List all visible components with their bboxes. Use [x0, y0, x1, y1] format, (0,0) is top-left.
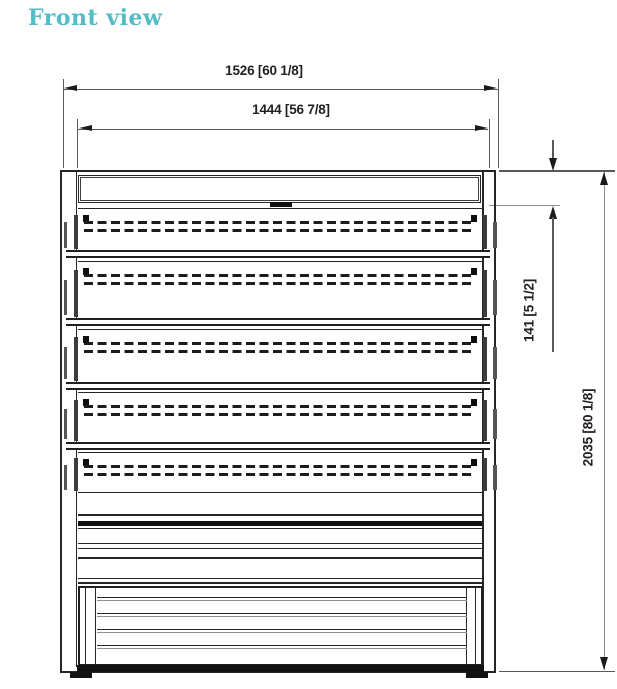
shelf-compartment	[78, 261, 483, 318]
shelf-compartment	[78, 392, 483, 442]
shelf-band	[66, 382, 490, 390]
dimension-arrowhead-right-icon	[484, 85, 497, 91]
kick-panel-band	[78, 543, 483, 549]
dimension-arrowhead-down-icon	[600, 657, 608, 670]
base-foot-right	[466, 672, 488, 678]
canopy-panel	[78, 175, 482, 203]
extension-line	[63, 79, 64, 168]
wall-slot-strip	[64, 347, 67, 379]
shelf-compartment	[78, 329, 483, 382]
extension-line	[499, 170, 615, 171]
wall-slot-strip	[493, 222, 496, 247]
ticket-rail-dashed	[84, 229, 475, 232]
grille-louver	[97, 645, 468, 649]
dimension-arrowhead-down-icon	[549, 158, 557, 171]
extension-line	[489, 119, 490, 168]
shelf-support	[483, 215, 487, 249]
dimension-arrowhead-right-icon	[475, 125, 488, 131]
ticket-rail-dashed	[84, 465, 475, 468]
extension-line	[498, 79, 499, 168]
dimension-line	[604, 172, 605, 670]
canopy-height-dimension-label: 141 [5 1/2]	[521, 278, 537, 343]
canopy-latch	[270, 202, 292, 208]
base-foot-left	[70, 672, 92, 678]
ticket-rail-dashed	[84, 350, 475, 353]
shelf-compartment	[78, 208, 483, 250]
wall-slot-strip	[64, 280, 67, 315]
grille-end-cap-left	[85, 588, 96, 665]
dimension-arrowhead-left-icon	[64, 85, 77, 91]
shelf-band	[66, 250, 490, 258]
shelf-support	[74, 215, 78, 249]
extension-line	[77, 119, 78, 168]
grille-louver	[97, 629, 468, 633]
ticket-rail-dashed	[84, 473, 475, 476]
ticket-rail-dashed	[84, 274, 475, 277]
ticket-rail-dashed	[84, 405, 475, 408]
overall-height-dimension-label: 2035 [80 1/8]	[580, 388, 596, 467]
extension-line	[499, 671, 615, 672]
shelf-support	[483, 458, 487, 491]
air-grille	[78, 586, 484, 667]
grille-louver	[97, 597, 468, 601]
shelf-band	[66, 318, 490, 326]
shelf-support	[74, 270, 78, 317]
dimension-line	[63, 89, 498, 90]
base-dark-band	[77, 665, 484, 672]
shelf-support	[483, 270, 487, 317]
panel-line	[78, 557, 483, 559]
dimension-arrowhead-left-icon	[79, 125, 92, 131]
wall-slot-strip	[493, 409, 496, 439]
shelf-support	[483, 400, 487, 441]
shelf-support	[74, 337, 78, 381]
shelf-support	[74, 400, 78, 441]
bumper-dark-strip	[78, 521, 483, 527]
wall-slot-strip	[493, 280, 496, 315]
ticket-rail-dashed	[84, 282, 475, 285]
kick-panel-band	[78, 578, 483, 584]
panel-line	[78, 528, 483, 530]
shelf-band	[66, 442, 490, 450]
wall-slot-strip	[64, 222, 67, 247]
grille-louver	[97, 613, 468, 617]
inner-width-dimension-label: 1444 [56 7/8]	[252, 102, 330, 117]
shelf-support	[483, 337, 487, 381]
ticket-rail-dashed	[84, 413, 475, 416]
wall-slot-strip	[493, 465, 496, 489]
canopy-inner-frame	[80, 177, 479, 200]
wall-slot-strip	[64, 465, 67, 489]
ticket-rail-dashed	[84, 221, 475, 224]
ticket-rail-dashed	[84, 342, 475, 345]
outer-width-dimension-label: 1526 [60 1/8]	[225, 63, 303, 78]
dimension-arrowhead-up-icon	[600, 172, 608, 185]
dimension-line	[552, 217, 553, 352]
shelf-compartment	[78, 452, 483, 493]
wall-slot-strip	[64, 409, 67, 439]
dimension-line	[552, 140, 553, 160]
grille-end-cap-right	[466, 588, 477, 665]
dimension-line	[78, 129, 488, 130]
wall-slot-strip	[493, 347, 496, 379]
shelf-support	[74, 458, 78, 491]
page-title: Front view	[28, 5, 163, 31]
interior-floor-line	[78, 514, 483, 516]
